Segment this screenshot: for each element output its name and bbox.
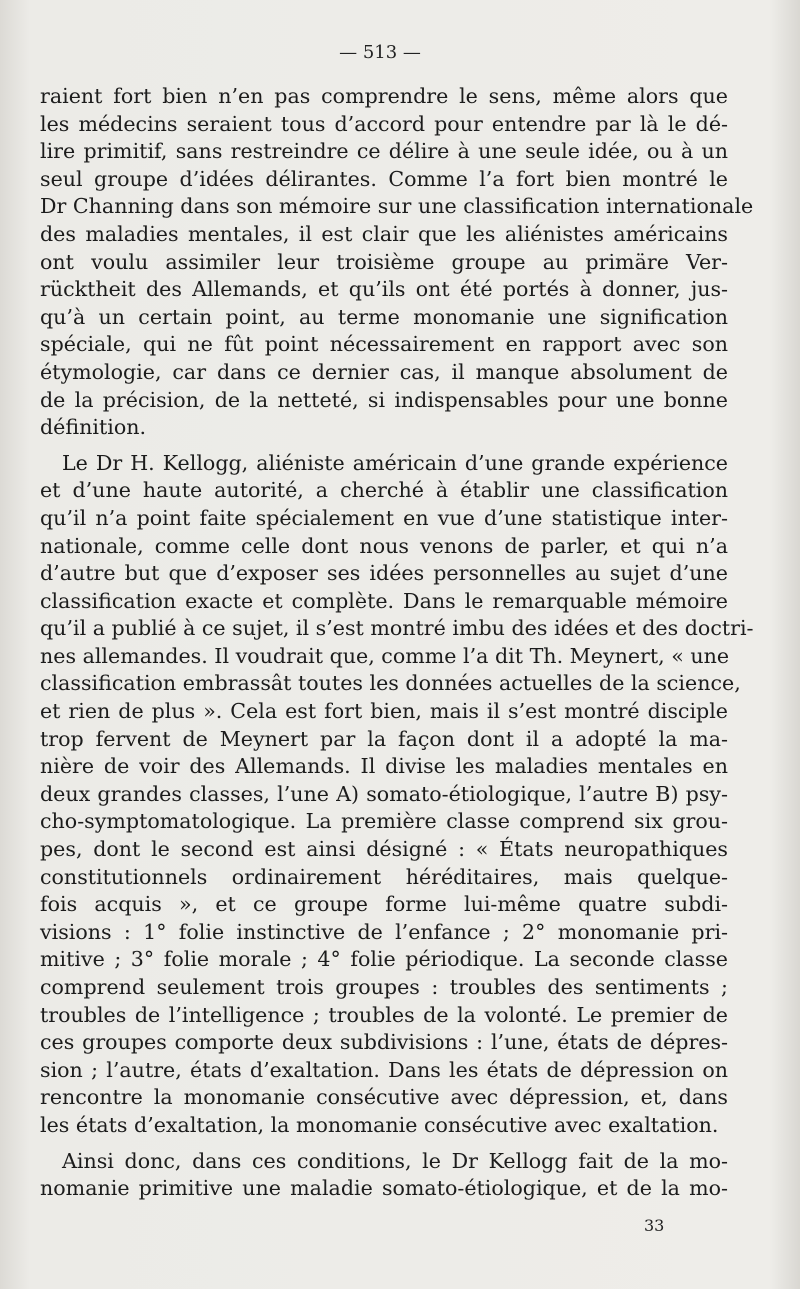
text-line: qu’il n’a point faite spécialement en vue d’une statistique inter-	[40, 505, 728, 530]
text-line: visions : 1° folie instinctive de l’enfance ; 2° monomanie pri-	[40, 919, 728, 944]
text-line: deux grandes classes, l’une A) somato-étiologique, l’autre B) psy-	[40, 781, 728, 806]
text-line: classification embrassât toutes les données actuelles de la science,	[40, 671, 741, 696]
text-line: nes allemandes. Il voudrait que, comme l’a dit Th. Meynert, « une	[40, 643, 730, 668]
paragraph-3	[40, 1148, 728, 1203]
paragraph-2	[40, 450, 754, 1140]
text-line: définition.	[40, 415, 147, 440]
text-line: nière de voir des Allemands. Il divise les maladies mentales en	[40, 754, 728, 779]
text-line: Le Dr H. Kellogg, aliéniste américain d’une grande expérience	[62, 450, 728, 475]
text-line: trop fervent de Meynert par la façon dont il a adopté la ma-	[40, 726, 728, 751]
text-line: Dr Channing dans son mémoire sur une classification internationale	[40, 194, 754, 219]
text-line: Ainsi donc, dans ces conditions, le Dr Kellogg fait de la mo-	[62, 1148, 728, 1173]
text-line: de la précision, de la netteté, si indispensables pour une bonne	[40, 387, 728, 412]
text-line: des maladies mentales, il est clair que les aliénistes américains	[40, 221, 728, 246]
text-line: qu’il a publié à ce sujet, il s’est montré imbu des idées et des doctri-	[40, 616, 754, 641]
text-line: constitutionnels ordinairement héréditaires, mais quelque-	[40, 864, 728, 889]
signature-mark: 33	[644, 1216, 665, 1235]
text-line: d’autre but que d’exposer ses idées personnelles au sujet d’une	[40, 561, 728, 586]
text-line: comprend seulement trois groupes : troubles des sentiments ;	[40, 975, 728, 999]
text-line: étymologie, car dans ce dernier cas, il manque absolument de	[40, 359, 728, 384]
text-line: ont voulu assimiler leur troisième groupe au primäre Ver-	[40, 249, 728, 274]
body-text	[40, 83, 754, 1203]
text-line: seul groupe d’idées délirantes. Comme l’a fort bien montré le	[40, 166, 728, 191]
text-line: classification exacte et complète. Dans le remarquable mémoire	[40, 588, 728, 613]
text-line: mitive ; 3° folie morale ; 4° folie périodique. La seconde classe	[40, 947, 728, 972]
text-line: et rien de plus ». Cela est fort bien, mais il s’est montré disciple	[40, 699, 728, 724]
paragraph-1	[40, 83, 754, 442]
text-line: nationale, comme celle dont nous venons de parler, et qui n’a	[40, 533, 728, 558]
text-line: qu’à un certain point, au terme monomanie une signification	[40, 304, 728, 329]
text-line: les états d’exaltation, la monomanie consécutive avec exaltation.	[40, 1112, 719, 1137]
page-number: — 513 —	[339, 42, 421, 63]
text-line: sion ; l’autre, états d’exaltation. Dans les états de dépression on	[40, 1057, 728, 1082]
text-line: cho-symptomatologique. La première classe comprend six grou-	[40, 809, 728, 834]
text-line: troubles de l’intelligence ; troubles de la volonté. Le premier de	[40, 1002, 728, 1027]
text-line: raient fort bien n’en pas comprendre le sens, même alors que	[40, 84, 728, 108]
text-line: et d’une haute autorité, a cherché à établir une classification	[40, 478, 728, 503]
text-line: ces groupes comporte deux subdivisions : l’une, états de dépres-	[40, 1030, 728, 1055]
text-line: fois acquis », et ce groupe forme lui-même quatre subdi-	[40, 892, 728, 917]
text-line: spéciale, qui ne fût point nécessairement en rapport avec son	[40, 332, 728, 357]
text-line: rücktheit des Allemands, et qu’ils ont été portés à donner, jus-	[40, 277, 728, 302]
text-line: pes, dont le second est ainsi désigné : « États neuropathiques	[40, 837, 728, 862]
text-line: rencontre la monomanie consécutive avec dépression, et, dans	[40, 1085, 728, 1110]
text-line: nomanie primitive une maladie somato-étiologique, et de la mo-	[40, 1176, 728, 1201]
text-line: les médecins seraient tous d’accord pour entendre par là le dé-	[40, 111, 728, 136]
text-line: lire primitif, sans restreindre ce délire à une seule idée, ou à un	[40, 139, 728, 164]
